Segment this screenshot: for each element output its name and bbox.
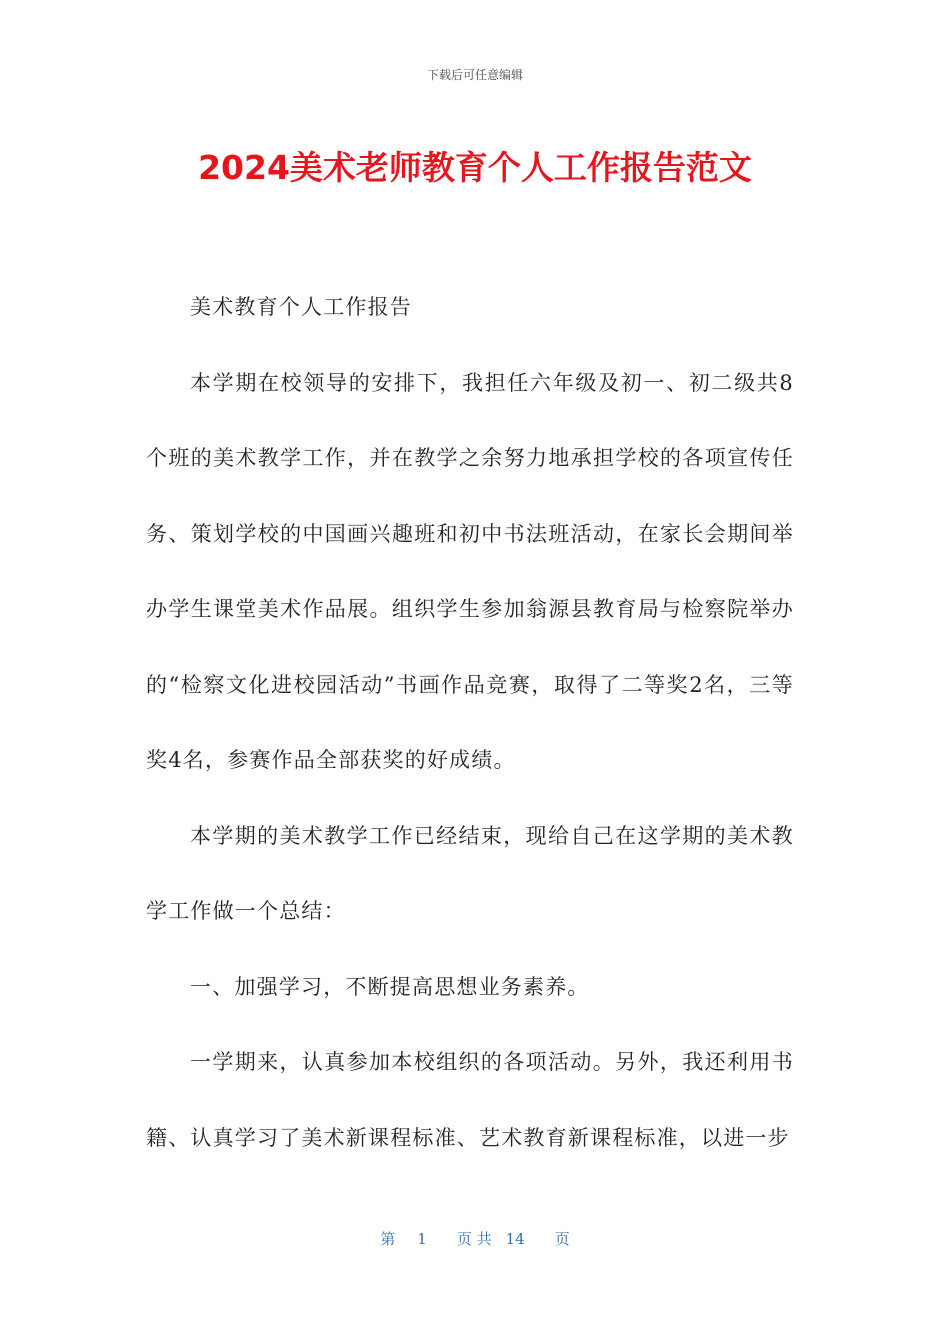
- paragraph-heading: 美术教育个人工作报告: [190, 295, 412, 319]
- page-label-prefix: 第: [380, 1230, 396, 1248]
- current-page-number: 1: [417, 1230, 427, 1248]
- paragraph-section-heading: 一、加强学习，不断提高思想业务素养。: [190, 974, 590, 999]
- document-body: [146, 270, 794, 1176]
- paragraph: 本学期的美术教学工作已经结束，现给自己在这学期的美术教学工作做一个总结：: [146, 823, 794, 923]
- header-note: 下载后可任意编辑: [426, 68, 523, 82]
- paragraph: 一学期来，认真参加本校组织的各项活动。另外，我还利用书籍、认真学习了美术新课程标准、艺术教育新课程标准，以进一步: [146, 1050, 794, 1150]
- page-label-suffix: 页: [554, 1230, 570, 1248]
- page-footer: [0, 1228, 950, 1249]
- paragraph: 本学期在校领导的安排下，我担任六年级及初一、初二级共8个班的美术教学工作，并在教学之余努力地承担学校的各项宣传任务、策划学校的中国画兴趣班和初中书法班活动，在家长会期间举办学生课堂美术作品展。组织学生参加翁源县教育局与检察院举办的“检察文化进校园活动”书画作品竞赛，取得了二等奖2名，三等奖4名，参赛作品全部获奖的好成绩。: [146, 370, 794, 772]
- total-pages-number: 14: [505, 1230, 525, 1248]
- document-title: 2024美术老师教育个人工作报告范文: [198, 148, 752, 187]
- page-label-mid: 页 共: [456, 1230, 492, 1248]
